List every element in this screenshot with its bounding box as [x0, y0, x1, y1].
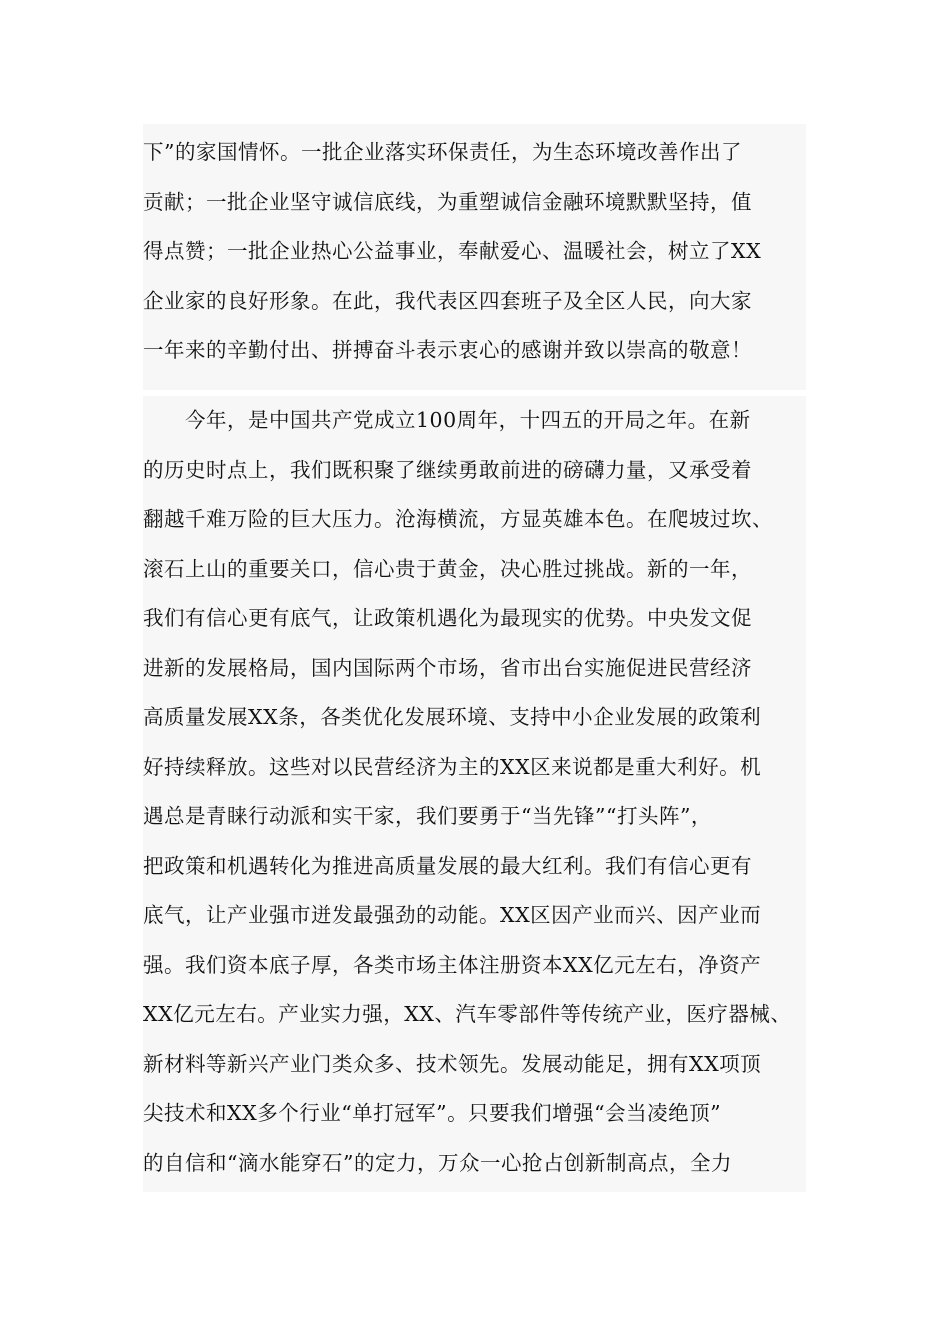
- paragraph-2-line: 底气，让产业强市迸发最强劲的动能。XX区因产业而兴、因产业而: [143, 903, 762, 927]
- paragraph-2-line: 把政策和机遇转化为推进高质量发展的最大红利。我们有信心更有: [143, 853, 752, 878]
- paragraph-1-line: 企业家的良好形象。在此，我代表区四套班子及全区人民，向大家: [143, 288, 752, 313]
- paragraph-2-line: 遇总是青睐行动派和实干家，我们要勇于“当先锋”“打头阵”，: [143, 804, 712, 828]
- paragraph-2-line: 今年，是中国共产党成立100周年，十四五的开局之年。在新: [143, 408, 751, 432]
- paragraph-2-line: 进新的发展格局，国内国际两个市场，省市出台实施促进民营经济: [143, 655, 752, 680]
- paragraph-2-line: 高质量发展XX条，各类优化发展环境、支持中小企业发展的政策利: [143, 705, 762, 729]
- paragraph-2: [143, 396, 806, 1192]
- paragraph-2-line: 强。我们资本底子厚，各类市场主体注册资本XX亿元左右，净资产: [143, 952, 762, 977]
- paragraph-1-line: 一年来的辛勤付出、拼搏奋斗表示衷心的感谢并致以崇高的敬意！: [143, 338, 752, 362]
- paragraph-2-line: 滚石上山的重要关口，信心贵于黄金，决心胜过挑战。新的一年，: [143, 556, 752, 581]
- paragraph-2-line: 好持续释放。这些对以民营经济为主的XX区来说都是重大利好。机: [143, 754, 762, 779]
- paragraph-1-line: 得点赞；一批企业热心公益事业，奉献爱心、温暖社会，树立了XX: [143, 239, 762, 263]
- paragraph-2-line: XX亿元左右。产业实力强，XX、汽车零部件等传统产业，医疗器械、: [143, 1002, 792, 1026]
- paragraph-1: [143, 124, 806, 390]
- paragraph-1-line: 贡献；一批企业坚守诚信底线，为重塑诚信金融环境默默坚持，值: [143, 189, 752, 214]
- paragraph-1-line: 下”的家国情怀。一批企业落实环保责任，为生态环境改善作出了: [143, 140, 742, 164]
- paragraph-2-line: 翻越千难万险的巨大压力。沧海横流，方显英雄本色。在爬坡过坎、: [143, 507, 773, 531]
- paragraph-2-line: 尖技术和XX多个行业“单打冠军”。只要我们增强“会当凌绝顶”: [143, 1101, 722, 1125]
- paragraph-2-line: 的历史时点上，我们既积聚了继续勇敢前进的磅礴力量，又承受着: [143, 457, 752, 482]
- paragraph-2-line: 新材料等新兴产业门类众多、技术领先。发展动能足，拥有XX项顶: [143, 1051, 762, 1076]
- paragraph-2-line: 我们有信心更有底气，让政策机遇化为最现实的优势。中央发文促: [143, 606, 752, 630]
- paragraph-2-line: 的自信和“滴水能穿石”的定力，万众一心抢占创新制高点，全力: [143, 1150, 732, 1175]
